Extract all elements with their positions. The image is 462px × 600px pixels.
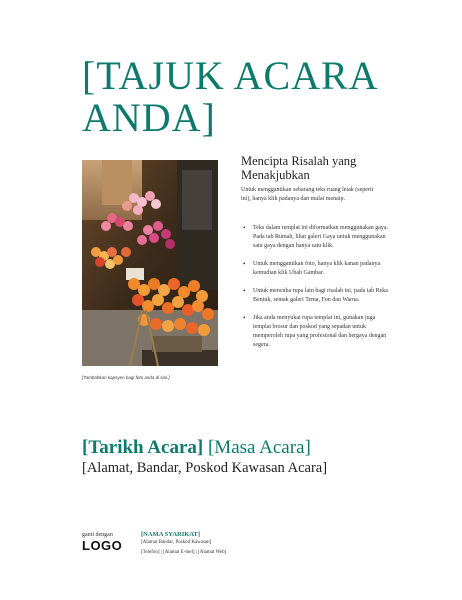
list-item [241, 287, 389, 305]
company-info [141, 530, 341, 558]
event-time: [Masa Acara] [207, 437, 311, 458]
list-item-text: Untuk menggantikan foto, hanya klik kanan padanya kemudian klik Ubah Gambar. [253, 261, 381, 276]
bullet-icon: • [243, 260, 246, 268]
article-intro: Untuk menggantikan sebarang teks ruang letak (seperti ini), hanya klik padanya dan mulai menaip. [241, 187, 374, 202]
list-item-text: Teks dalam templat ini diformatkan menggunakan gaya. Pada tab Rumah, lihat galeri Gaya untuk menggunakan satu gaya dengan hanya satu klik. [253, 225, 389, 249]
photo-caption: [Tambahkan kapsyen bagi foto anda di sini.] [82, 375, 170, 380]
event-date: [Tarikh Acara] [82, 437, 204, 458]
flower-photo[interactable] [82, 160, 218, 366]
list-item [241, 314, 389, 350]
company-address: [Alamat Bandar, Poskod Kawasan] [141, 540, 212, 545]
bullet-icon: • [243, 314, 246, 322]
article-bullet-list [241, 224, 389, 359]
list-item [241, 224, 389, 251]
list-item [241, 260, 389, 278]
page-title: [TAJUK ACARA ANDA] [82, 53, 377, 140]
logo-replace-label: ganti dengan [82, 532, 113, 538]
logo[interactable]: LOGO [82, 538, 123, 553]
bullet-icon: • [243, 224, 246, 232]
flower-stall-image [82, 160, 218, 366]
list-item-text: Jika anda menyukai rupa templat ini, gunakan juga templat brosur dan poskod yang sepadan untuk memperoleh rupa yang profesional dan bergaya dengan segera. [253, 315, 387, 348]
event-datetime [82, 437, 422, 459]
article-headline: Mencipta Risalah yang Menakjubkan [241, 154, 357, 182]
company-contact: [Telefon] | [Alamat E-mel] | [Alamat Web] [141, 550, 227, 555]
list-item-text: Untuk mencuba rupa lain bagi risalah ini, pada tab Reka Bentuk, semak galeri Tema, Fon dan Warna. [253, 288, 388, 303]
company-name: [NAMA SYARIKAT] [141, 531, 201, 538]
bullet-icon: • [243, 287, 246, 295]
event-address: [Alamat, Bandar, Poskod Kawasan Acara] [82, 460, 328, 476]
